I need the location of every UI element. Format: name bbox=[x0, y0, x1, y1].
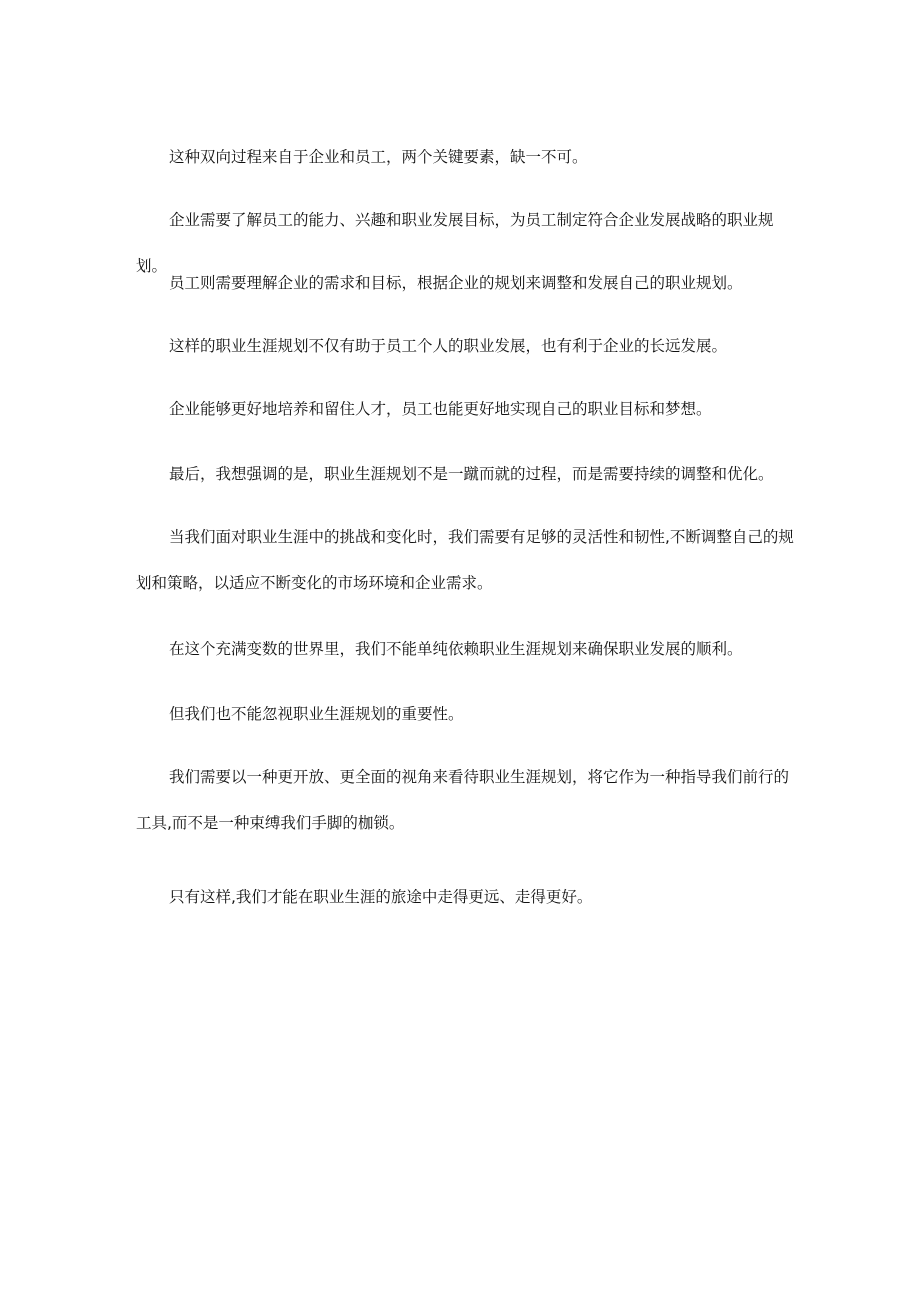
paragraph-3: 员工则需要理解企业的需求和目标，根据企业的规划来调整和发展自己的职业规划。 bbox=[169, 274, 743, 292]
paragraph-9: 但我们也不能忽视职业生涯规划的重要性。 bbox=[169, 705, 464, 723]
paragraph-1: 这种双向过程来自于企业和员工，两个关键要素，缺一不可。 bbox=[169, 148, 588, 166]
paragraph-2: 企业需要了解员工的能力、兴趣和职业发展目标，为员工制定符合企业发展战略的职业规划。 bbox=[136, 211, 774, 275]
paragraph-8: 在这个充满变数的世界里，我们不能单纯依赖职业生涯规划来确保职业发展的顺利。 bbox=[169, 640, 743, 658]
paragraph-7: 当我们面对职业生涯中的挑战和变化时，我们需要有足够的灵活性和韧性,不断调整自己的规划和策略，以适应不断变化的市场环境和企业需求。 bbox=[136, 528, 794, 592]
paragraph-5: 企业能够更好地培养和留住人才，员工也能更好地实现自己的职业目标和梦想。 bbox=[169, 400, 712, 418]
paragraph-10: 我们需要以一种更开放、更全面的视角来看待职业生涯规划，将它作为一种指导我们前行的工具,而不是一种束缚我们手脚的枷锁。 bbox=[136, 768, 790, 832]
paragraph-4: 这样的职业生涯规划不仅有助于员工个人的职业发展，也有利于企业的长远发展。 bbox=[169, 337, 728, 355]
paragraph-6: 最后，我想强调的是，职业生涯规划不是一蹴而就的过程，而是需要持续的调整和优化。 bbox=[169, 465, 774, 483]
paragraph-11: 只有这样,我们才能在职业生涯的旅途中走得更远、走得更好。 bbox=[169, 888, 593, 906]
